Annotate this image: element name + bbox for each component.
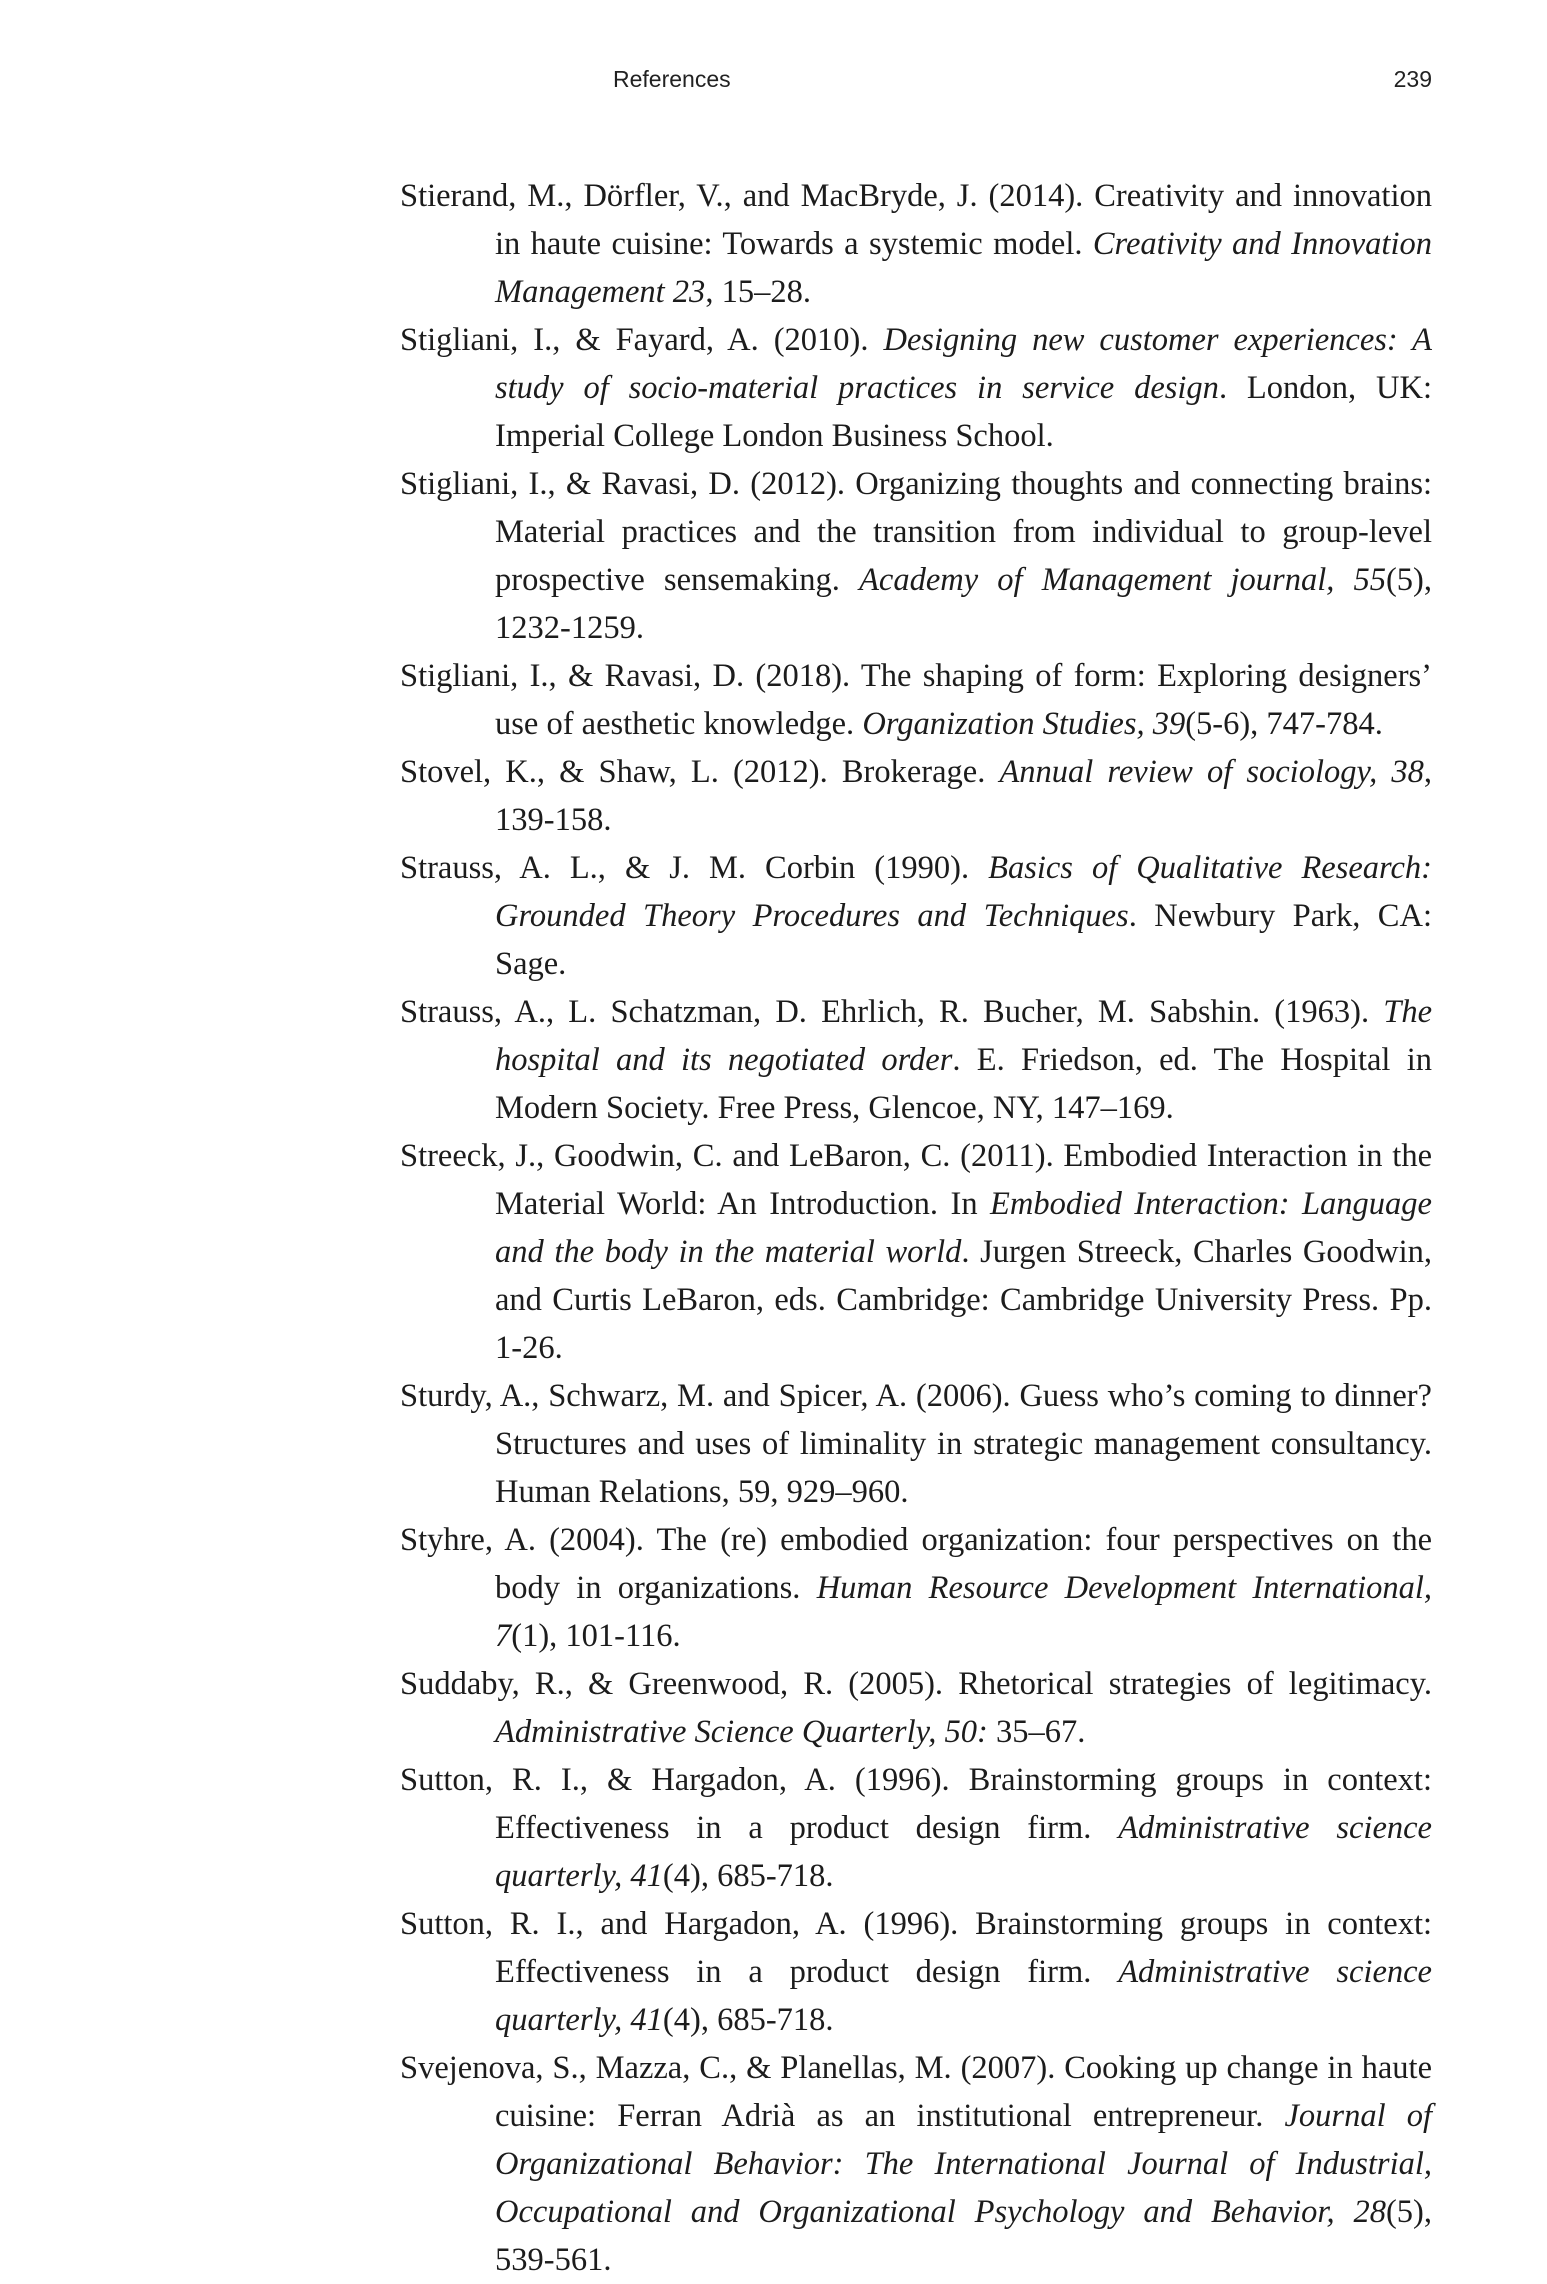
reference-entry [400, 748, 1432, 844]
reference-text: Svejenova, S., Mazza, C., & Planellas, M. (2007). Cooking up change in haute cuisine: Ferran Adrià as an institutional entrepreneur. [400, 2050, 1432, 2134]
page-number: 239 [1393, 66, 1432, 92]
reference-text: Styhre, A. (2004). The (re) embodied organization: four perspectives on the body in organizations. [400, 1522, 1432, 1606]
reference-entry [400, 1756, 1432, 1900]
reference-text: Stierand, M., Dörfler, V., and MacBryde, J. (2014). Creativity and innovation in haute cuisine: Towards a systemic model. [400, 178, 1432, 262]
reference-source-title: Organization Studies, 39 [862, 706, 1186, 742]
running-head [400, 66, 1432, 106]
reference-text-end: (1), 101-116. [511, 1618, 681, 1654]
reference-entry [400, 1516, 1432, 1660]
reference-text: Stigliani, I., & Fayard, A. (2010). [400, 322, 884, 358]
reference-source-title: Designing new customer experiences: A study of socio-material practices in service design [495, 322, 1432, 406]
reference-text: Stovel, K., & Shaw, L. (2012). Brokerage. [400, 754, 1000, 790]
reference-text-end: (4), 685-718. [662, 2002, 834, 2038]
reference-entry [400, 988, 1432, 1132]
reference-entry [400, 316, 1432, 460]
reference-source-title: Administrative Science Quarterly, 50: [495, 1714, 988, 1750]
running-head-title: References [613, 66, 731, 92]
reference-text: Sutton, R. I., & Hargadon, A. (1996). Brainstorming groups in context: Effectiveness in a product design firm. [400, 1762, 1432, 1846]
reference-text: Stigliani, I., & Ravasi, D. (2018). The shaping of form: Exploring designers’ use of aesthetic knowledge. [400, 658, 1432, 742]
reference-entry [400, 1660, 1432, 1756]
reference-text-end: . London, UK: Imperial College London Business School. [495, 370, 1432, 454]
reference-list [400, 172, 1432, 2284]
reference-entry [400, 1900, 1432, 2044]
reference-text-end: . Jurgen Streeck, Charles Goodwin, and Curtis LeBaron, eds. Cambridge: Cambridge University Press. Pp. 1-26. [495, 1234, 1432, 1366]
reference-source-title: Administrative science quarterly, 41 [495, 1954, 1432, 2038]
reference-text: Suddaby, R., & Greenwood, R. (2005). Rhetorical strategies of legitimacy. [400, 1666, 1432, 1702]
reference-source-title: Creativity and Innovation Management 23 [495, 226, 1432, 310]
reference-text-end: , 15–28. [705, 274, 811, 310]
reference-entry [400, 1372, 1432, 1516]
reference-entry [400, 460, 1432, 652]
reference-text-end: (5), 1232-1259. [495, 562, 1433, 646]
reference-source-title: Embodied Interaction: Language and the body in the material world [495, 1186, 1432, 1270]
reference-text: Streeck, J., Goodwin, C. and LeBaron, C. (2011). Embodied Interaction in the Material World: An Introduction. In [400, 1138, 1432, 1222]
reference-source-title: The hospital and its negotiated order [495, 994, 1432, 1078]
reference-text-end: . E. Friedson, ed. The Hospital in Modern Society. Free Press, Glencoe, NY, 147–169. [495, 1042, 1432, 1126]
reference-text: Stigliani, I., & Ravasi, D. (2012). Organizing thoughts and connecting brains: Material practices and the transition from individual to group-level prospective sensemaking. [400, 466, 1432, 598]
reference-source-title: Journal of Organizational Behavior: The International Journal of Industrial, Occupational and Organizational Psychology and Behavior, 28 [495, 2098, 1432, 2230]
reference-text-end: (5), 539-561. [495, 2194, 1432, 2278]
reference-source-title: Administrative science quarterly, 41 [495, 1810, 1432, 1894]
reference-source-title: Human Resource Development International, 7 [495, 1570, 1432, 1654]
reference-text-end: , 139-158. [495, 754, 1432, 838]
reference-text: Sturdy, A., Schwarz, M. and Spicer, A. (2006). Guess who’s coming to dinner? Structures and uses of liminality in strategic management consultancy. Human Relations, 59, 929–960. [400, 1378, 1432, 1510]
reference-text: Sutton, R. I., and Hargadon, A. (1996). Brainstorming groups in context: Effectiveness in a product design firm. [400, 1906, 1432, 1990]
reference-entry [400, 1132, 1432, 1372]
reference-text-end: (4), 685-718. [662, 1858, 834, 1894]
reference-source-title: Basics of Qualitative Research: Grounded Theory Procedures and Techniques [495, 850, 1432, 934]
reference-source-title: Annual review of sociology, 38 [999, 754, 1424, 790]
reference-entry [400, 172, 1432, 316]
reference-text-end: (5-6), 747-784. [1185, 706, 1383, 742]
reference-entry [400, 844, 1432, 988]
reference-text: Strauss, A. L., & J. M. Corbin (1990). [400, 850, 989, 886]
reference-entry [400, 652, 1432, 748]
reference-source-title: Academy of Management journal, 55 [859, 562, 1386, 598]
reference-text-end: . Newbury Park, CA: Sage. [495, 898, 1432, 982]
reference-entry [400, 2044, 1432, 2284]
reference-text-end: 35–67. [987, 1714, 1086, 1750]
reference-text: Strauss, A., L. Schatzman, D. Ehrlich, R. Bucher, M. Sabshin. (1963). [400, 994, 1384, 1030]
